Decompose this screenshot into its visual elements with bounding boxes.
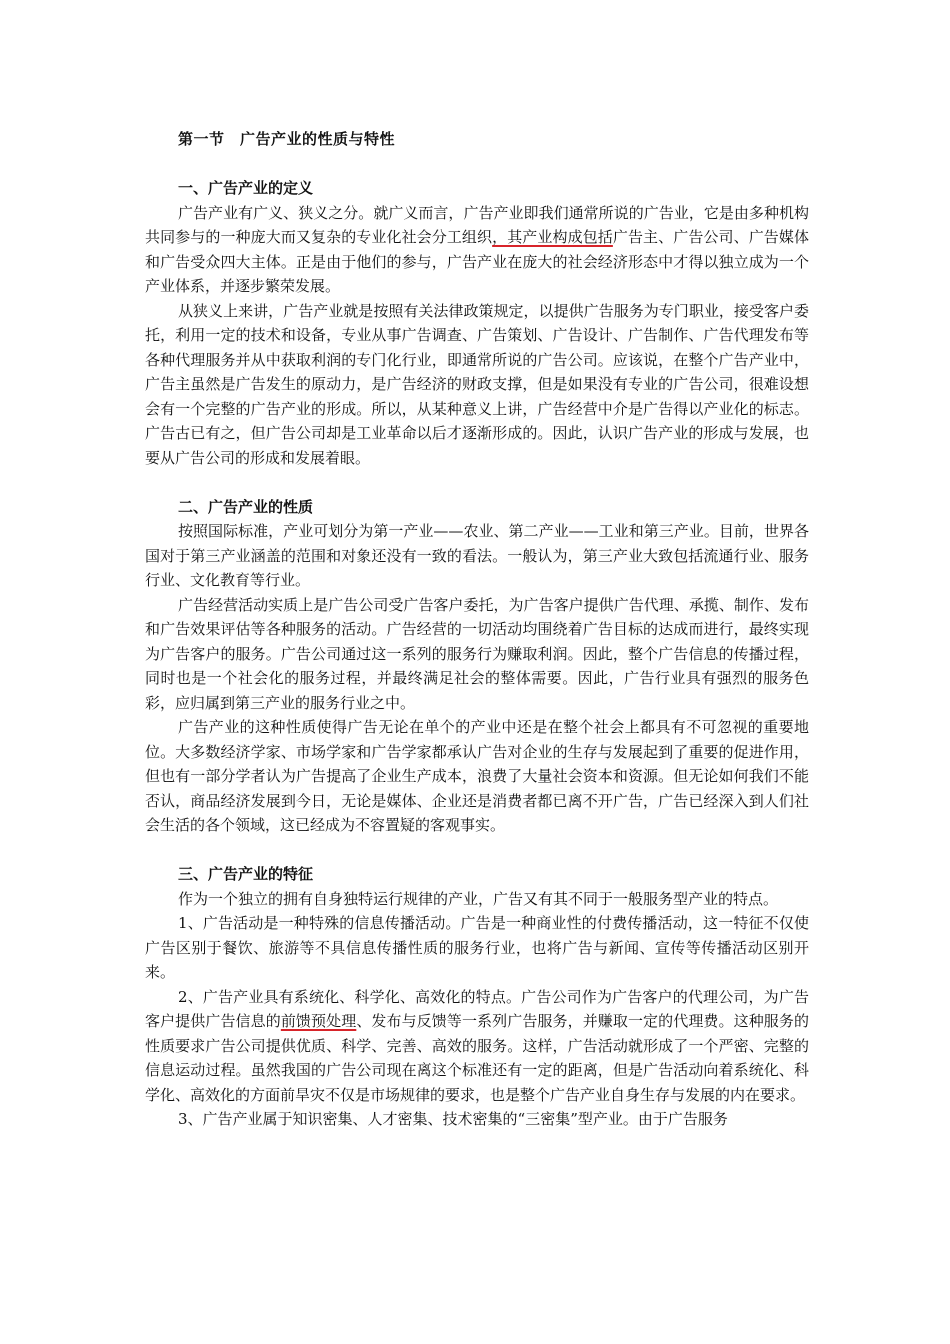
paragraph — [145, 911, 809, 985]
spacer — [145, 470, 809, 495]
highlighted-text: 前馈预处理 — [280, 1012, 357, 1030]
paragraph — [145, 201, 809, 299]
paragraph — [145, 519, 809, 593]
paragraph — [145, 887, 809, 912]
section-title: 二、广告产业的性质 — [178, 497, 314, 516]
text-run: 、发布与反馈等一系列广告服务，并赚取一定的代理费。这种服务的性质要求广告公司提供优质、科学、完善、高效的服务。这样，广告活动就形成了一个严密、完整的信息运动过程。虽然我国的广告公司现在离这个标准还有一定的距离，但是广告活动向着系统化、科学化、高效化的方面前旱灾不仅是市场规律的要求，也是整个广告产业自身生存与发展的内在要求。 — [145, 1012, 809, 1104]
text-run: 从狭义上来讲，广告产业就是按照有关法律政策规定，以提供广告服务为专门职业，接受客户委托，利用一定的技术和设备，专业从事广告调查、广告策划、广告设计、广告制作、广告代理发布等各种代理服务并从中获取利润的专门化行业，即通常所说的广告公司。应该说，在整个广告产业中，广告主虽然是广告发生的原动力，是广告经济的财政支撑，但是如果没有专业的广告公司，很难设想会有一个完整的广告产业的形成。所以，从某种意义上讲，广告经营中介是广告得以产业化的标志。广告古已有之，但广告公司却是工业革命以后才逐渐形成的。因此，认识广告产业的形成与发展，也要从广告公司的形成和发展着眼。 — [145, 301, 809, 467]
text-run: 3、广告产业属于知识密集、人才密集、技术密集的“三密集”型产业。由于广告服务 — [178, 1110, 728, 1128]
section-title: 三、广告产业的特征 — [178, 865, 314, 883]
section-definition — [145, 176, 809, 470]
text-run: 1、广告活动是一种特殊的信息传播活动。广告是一种商业性的付费传播活动，这一特征不仅使广告区别于餐饮、旅游等不具信息传播性质的服务行业，也将广告与新闻、宣传等传播活动区别开来。 — [145, 914, 809, 981]
text-run: 广告产业有广义、狭义之分。就广义而言，广告产业即我们通常所说的广告业，它是由多种机构共同参与的一种庞大而又复杂的专业化社会分工组织 — [145, 203, 809, 246]
section-nature — [145, 495, 809, 838]
paragraph — [145, 715, 809, 838]
section-characteristics — [145, 862, 809, 1132]
document-body — [145, 127, 809, 1132]
paragraph — [145, 299, 809, 471]
text-run: 广告产业的这种性质使得广告无论在单个的产业中还是在整个社会上都具有不可忽视的重要地位。大多数经济学家、市场学家和广告学家都承认广告对企业的生存与发展起到了重要的促进作用，但也有一部分学者认为广告提高了企业生产成本，浪费了大量社会资本和资源。但无论如何我们不能否认，商品经济发展到今日，无论是媒体、企业还是消费者都已离不开广告，广告已经深入到人们社会生活的各个领域，这已经成为不容置疑的客观事实。 — [145, 718, 809, 834]
paragraph — [145, 985, 809, 1108]
text-run: 按照国际标准，产业可划分为第一产业——农业、第二产业——工业和第三产业。目前，世界各国对于第三产业涵盖的范围和对象还没有一致的看法。一般认为，第三产业大致包括流通行业、服务行业、文化教育等行业。 — [145, 522, 809, 589]
text-run: 广告经营活动实质上是广告公司受广告客户委托，为广告客户提供广告代理、承揽、制作、发布和广告效果评估等各种服务的活动。广告经营的一切活动均围绕着广告目标的达成而进行，最终实现为广告客户的服务。广告公司通过这一系列的服务行为赚取利润。因此，整个广告信息的传播过程，同时也是一个社会化的服务过程，并最终满足社会的整体需要。因此，广告行业具有强烈的服务色彩，应归属到第三产业的服务行业之中。 — [145, 595, 809, 712]
highlighted-text: ，其产业构成包括 — [492, 228, 613, 246]
text-run: 2、广告产业具有系统化、科学化、高效化的特点。广告公司作为广告客户的代理公司，为广告客户提供广告信息的 — [145, 987, 809, 1030]
spacer — [145, 838, 809, 863]
paragraph — [145, 1107, 809, 1132]
paragraph — [145, 593, 809, 716]
text-run: 广告主、广告公司、广告媒体和广告受众四大主体。正是由于他们的参与，广告产业在庞大的社会经济形态中才得以独立成为一个产业体系，并逐步繁荣发展。 — [145, 228, 809, 295]
chapter-title: 第一节 广告产业的性质与特性 — [178, 130, 396, 148]
text-run: 作为一个独立的拥有自身独特运行规律的产业，广告又有其不同于一般服务型产业的特点。 — [178, 889, 779, 908]
section-title: 一、广告产业的定义 — [178, 179, 314, 197]
